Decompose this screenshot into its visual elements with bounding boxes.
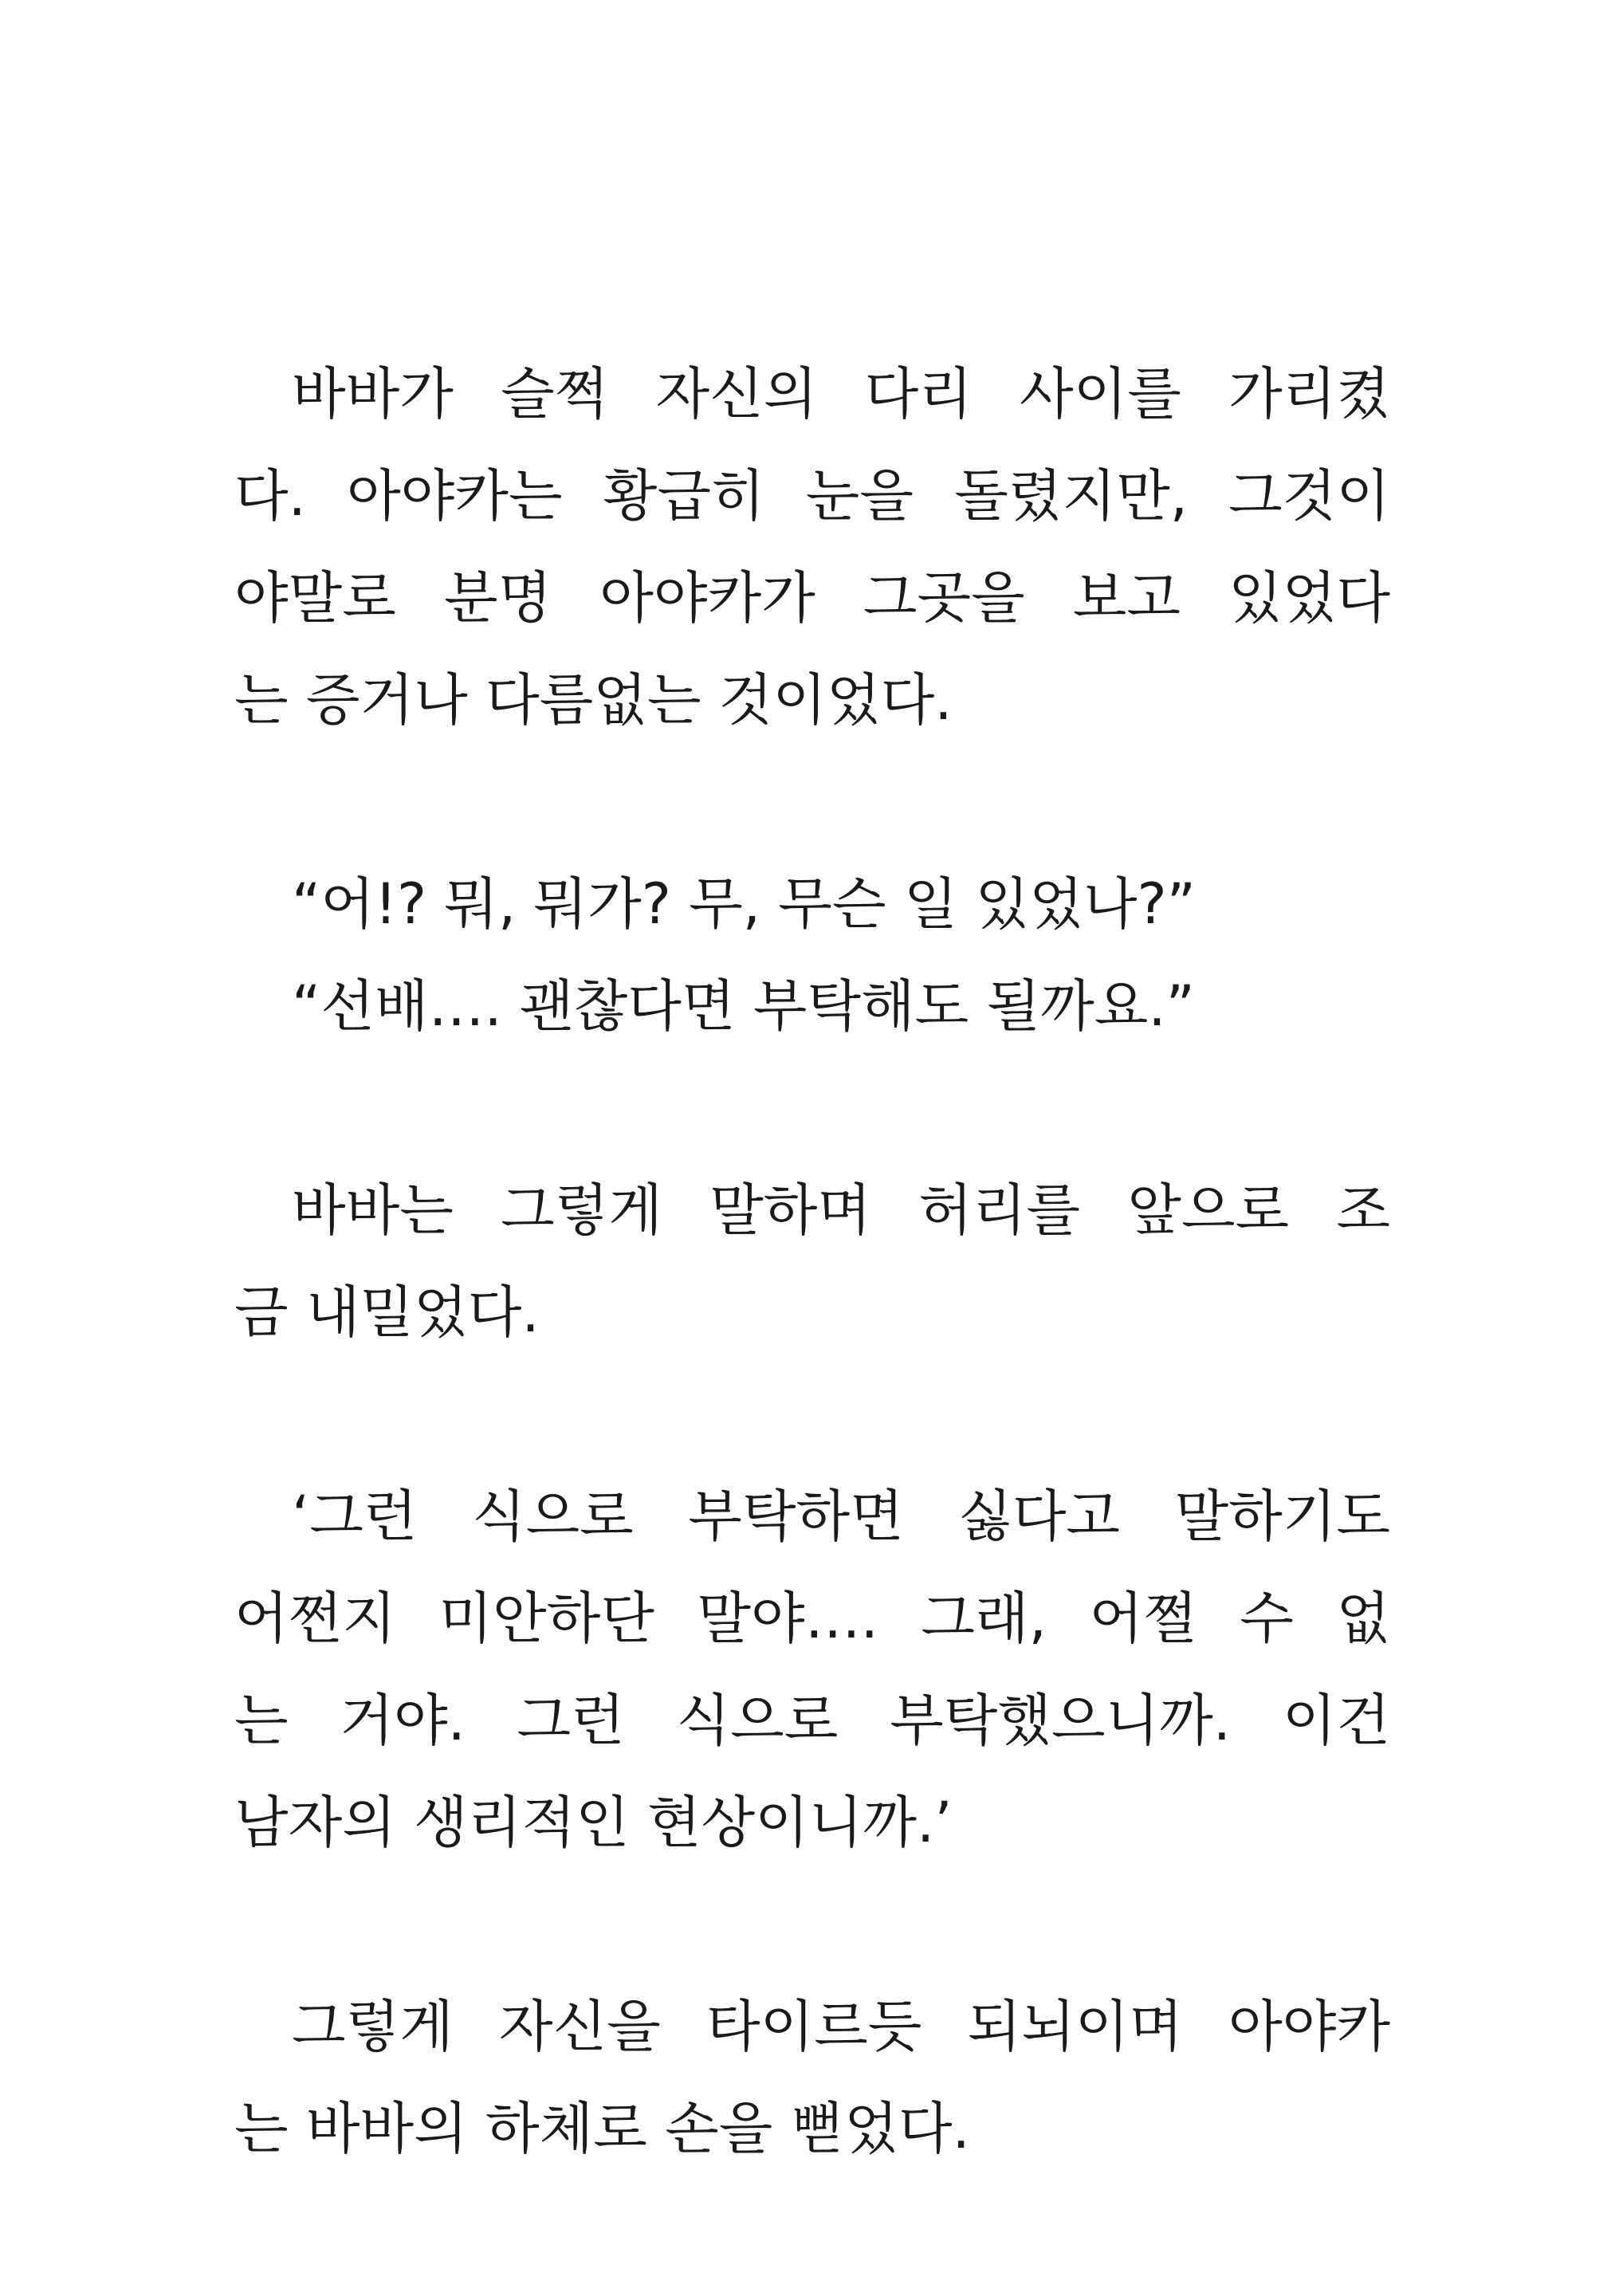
text-line: 는 바바의 하체로 손을 뻗었다. bbox=[234, 2096, 970, 2161]
text-line: ‘그런 식으로 부탁하면 싫다고 말하기도 bbox=[292, 1484, 1390, 1549]
paragraph-gap bbox=[234, 1363, 1390, 1465]
text-line: 는 거야. 그런 식으로 부탁했으니까. 이건 bbox=[234, 1688, 1390, 1753]
text-line: 그렇게 자신을 타이르듯 되뇌이며 아야카 bbox=[292, 1994, 1390, 2059]
paragraph-gap bbox=[234, 1057, 1390, 1159]
paragraph-gap bbox=[234, 751, 1390, 853]
dialogue-paragraph bbox=[234, 853, 1390, 1057]
text-line: 는 증거나 다름없는 것이었다. bbox=[234, 667, 953, 733]
body-text bbox=[234, 343, 1390, 2180]
paragraph-gap bbox=[234, 1873, 1390, 1976]
paragraph bbox=[234, 1159, 1390, 1363]
text-line: 남자의 생리적인 현상이니까.’ bbox=[234, 1790, 953, 1855]
dialogue-line: “어!? 뭐, 뭐가? 무, 무슨 일 있었나?” bbox=[292, 871, 1196, 937]
thought-paragraph bbox=[234, 1465, 1390, 1873]
paragraph bbox=[234, 1976, 1390, 2180]
text-line: 바바는 그렇게 말하며 허리를 앞으로 조 bbox=[292, 1177, 1390, 1243]
text-line: 금 내밀었다. bbox=[234, 1280, 540, 1345]
paragraph bbox=[234, 343, 1390, 751]
dialogue-line: “선배…. 괜찮다면 부탁해도 될까요.” bbox=[292, 973, 1195, 1039]
text-line: 어쩐지 미안하단 말야…. 그래, 어쩔 수 없 bbox=[234, 1586, 1390, 1651]
text-line: 바바가 슬쩍 자신의 다리 사이를 가리켰 bbox=[292, 361, 1390, 427]
text-line: 다. 아야카는 황급히 눈을 돌렸지만, 그것이 bbox=[234, 463, 1390, 529]
text-line: 야말로 분명 아야카가 그곳을 보고 있었다 bbox=[234, 565, 1390, 631]
